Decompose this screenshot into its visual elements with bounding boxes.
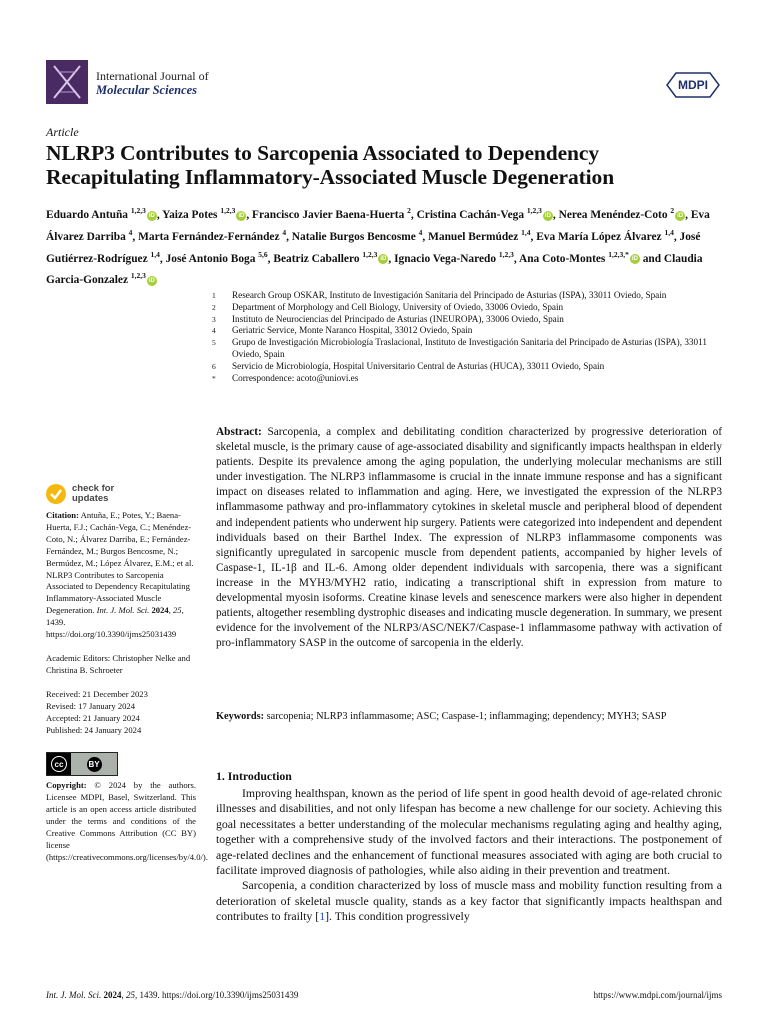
author-affiliation-marker: 1,4 <box>521 227 531 237</box>
section-heading-introduction: 1. Introduction <box>216 769 292 783</box>
orcid-icon[interactable]: iD <box>238 212 245 219</box>
introduction-body <box>216 786 722 925</box>
citation: Citation: Antuña, E.; Potes, Y.; Baena-Huerta, F.J.; Cachán-Vega, C.; Menéndez-Coto, N.; Álvarez Darriba, E.; Fernández-Fernández, M.; Burgos Bencosme, N.; Bermúdez, M.; López Álvarez, E.M.; et al. NLRP3 Contributes to Sarcopenia Associated to Dependency Recapitulating Inflammatory-Associated Muscle Degeneration. Int. J. Mol. Sci. 2024, 25, 1439. https://doi.org/10.3390/ijms25031439 <box>46 510 194 640</box>
footer-journal: Int. J. Mol. Sci. <box>46 990 102 1000</box>
orcid-icon[interactable]: iD <box>544 212 551 219</box>
author-affiliation-marker: 1,4 <box>664 227 674 237</box>
affiliation-item <box>212 337 727 361</box>
article-title: NLRP3 Contributes to Sarcopenia Associated to Dependency Recapitulating Inflammatory-Associated Muscle Degeneration <box>46 141 615 189</box>
affiliation-number: * <box>212 373 216 383</box>
citation-year: 2024 <box>151 605 169 616</box>
affiliation-number: 2 <box>212 302 216 312</box>
journal-name <box>96 69 209 97</box>
affiliation-text: Instituto de Neurociencias del Principado de Asturias (INEUROPA), 33006 Oviedo, Spain <box>232 313 564 324</box>
intro-paragraph-2 <box>216 878 722 924</box>
author-affiliation-marker: 2 <box>670 206 675 215</box>
affiliation-number: 3 <box>212 314 216 324</box>
affiliation-number: 1 <box>212 291 216 300</box>
check-updates-icon <box>46 484 66 504</box>
author-affiliation-marker: 2 <box>407 206 411 215</box>
intro-p2-text-end: ]. This condition progressively <box>325 909 470 924</box>
copyright-label: Copyright: <box>46 780 87 791</box>
orcid-icon[interactable]: iD <box>148 278 155 285</box>
date-received: Received: 21 December 2023 <box>46 688 148 699</box>
citation-doi[interactable]: , 1439. https://doi.org/10.3390/ijms25031439 <box>46 605 184 640</box>
check-updates-line2: updates <box>72 493 109 504</box>
article-type: Article <box>46 125 79 139</box>
cc-by-license-badge[interactable] <box>46 752 118 776</box>
orcid-icon[interactable]: iD <box>148 212 155 219</box>
affiliation-text: Research Group OSKAR, Instituto de Investigación Sanitaria del Principado de Asturias (ISPA), 33011 Oviedo, Spain <box>232 290 667 300</box>
reference-link[interactable]: 1 <box>319 909 326 924</box>
affiliation-item <box>212 373 727 385</box>
affiliation-item <box>212 361 727 373</box>
affiliation-number: 6 <box>212 361 216 371</box>
author-affiliation-marker: 5,6 <box>258 249 268 259</box>
affiliation-text: Servicio de Microbiología, Hospital Universitario Central de Asturias (HUCA), 33011 Oviedo, Spain <box>232 360 605 371</box>
affiliation-item <box>212 325 727 337</box>
affiliations <box>212 290 727 384</box>
author-affiliation-marker: 1,4 <box>150 249 160 259</box>
affiliation-item <box>212 302 727 314</box>
sidebar <box>46 483 208 864</box>
citation-text: Antuña, E.; Potes, Y.; Baena-Huerta, F.J.; Cachán-Vega, C.; Menéndez-Coto, N.; Álvarez Darriba, E.; Fernández-Fernández, M.; Burgos Bencosme, N.; Bermúdez, M.; López Álvarez, E.M.; et al. NLRP3 Contributes to Sarcopenia Associated to Dependency Recapitulating Inflammatory-Associated Muscle Degeneration. <box>46 510 194 616</box>
mdpi-logo-text: MDPI <box>678 78 708 92</box>
date-published: Published: 24 January 2024 <box>46 724 142 735</box>
orcid-icon[interactable]: iD <box>631 256 638 263</box>
author-affiliation-marker: 4 <box>418 227 423 237</box>
author-affiliation-marker: 4 <box>282 227 287 237</box>
author-affiliation-marker: 1,2,3 <box>526 206 542 215</box>
author-affiliation-marker: 1,2,3 <box>498 249 514 259</box>
affiliation-item <box>212 314 727 326</box>
check-updates-line1: check for <box>72 483 115 494</box>
intro-paragraph-1: Improving healthspan, known as the period of life spent in good health devoid of age-related chronic illnesses and disabilities, and not only lifespan has become a new challenge for our society. Achieving this goal necessitates a better understanding of the molecular mechanisms regulating aging and healthy aging, together with a comprehensive study of the involved factors and their interactions. The postponement of age-related declines and the enhancement of functional measures associated with aging are both crucial to facilitate improved diagnosis of pathologies, while also aiding in their prevention and treatment. <box>216 786 722 878</box>
affiliation-number: 4 <box>212 326 216 336</box>
keywords-text: sarcopenia; NLRP3 inflammasome; ASC; Caspase-1; inflammaging; dependency; MYH3; SASP <box>266 711 667 722</box>
affiliation-item <box>212 290 727 302</box>
journal-logo-icon <box>46 60 88 104</box>
cc-icon: cc <box>51 756 67 772</box>
affiliation-text: Correspondence: acoto@uniovi.es <box>232 372 359 383</box>
footer-citation: Int. J. Mol. Sci. 2024, 25, 1439. https://doi.org/10.3390/ijms25031439 <box>46 990 299 1000</box>
footer-doi[interactable]: , 1439. https://doi.org/10.3390/ijms25031439 <box>135 990 299 1000</box>
author-affiliation-marker: 1,2,3 <box>130 271 146 281</box>
footer-year: 2024 <box>103 990 122 1000</box>
academic-editors: Academic Editors: Christopher Nelke and Christina B. Schroeter <box>46 652 191 675</box>
affiliation-text: Department of Morphology and Cell Biology, University of Oviedo, 33006 Oviedo, Spain <box>232 301 564 312</box>
keywords-label: Keywords: <box>216 711 265 722</box>
journal-name-line1: International Journal of <box>96 69 209 83</box>
author-list: Eduardo Antuña $^{1,2,3}$iD , Yaiza Potes $^{1,2,3}$iD , Francisco Javier Baena-Huerta $^2$, Cristina Cachán-Vega $^{1,2,3}$iD , Nerea Menéndez-Coto $^2$iD , Eva Álvarez Darriba $^4$, Marta Fernández-Fernández $^4$, Natalie Burgos Bencosme $^4$, Manuel Bermúdez $^{1,4}$, Eva María López Álvarez $^{1,4}$, José Gutiérrez-Rodríguez $^{1,4}$, José Antonio Boga $^{5,6}$, Beatriz Caballero $^{1,2,3}$iD , Ignacio Vega-Naredo $^{1,2,3}$, Ana Coto-Montes $^{1,2,3,*}$iD and Claudia Garcia-Gonzalez $^{1,2,3}$iD <box>46 206 710 287</box>
orcid-icon[interactable]: iD <box>380 256 387 263</box>
by-icon: BY <box>87 757 102 772</box>
footer-volume: 25 <box>126 990 135 1000</box>
copyright <box>46 780 208 863</box>
citation-volume: 25 <box>172 605 182 616</box>
citation-journal: Int. J. Mol. Sci. <box>96 605 150 616</box>
date-accepted: Accepted: 21 January 2024 <box>46 712 140 723</box>
journal-name-line2: Molecular Sciences <box>96 83 198 97</box>
keywords <box>216 710 722 724</box>
abstract-text: Sarcopenia, a complex and debilitating condition characterized by progressive deterioration of skeletal muscle, is the primary cause of age-associated disability and significantly impacts healthspan in elderly patients. Despite its prevalence among the aging population, the underlying molecular mechanisms are still under investigation. The NLRP3 inflammasome is crucial in the innate immune response and has a significant impact on diseases related to inflammation and aging. Here, we investigated the expression of the NLRP3 inflammasome pathway and pro-inflammatory cytokines in skeletal muscle and peripheral blood of dependent and independent patients who underwent hip surgery. Patients were categorized into independent and dependent individuals based on their Barthel Index. The expression of NLRP3 inflammasome components was significantly upregulated in sarcopenic muscle from dependent patients, accompanied by higher levels of Caspase-1, IL-1β and IL-6. Among older dependent individuals with sarcopenia, there was a significant increase in the MYH3/MYH2 ratio, indicating a transcriptional shift in expression from mature to developmental myosin isoforms. Creatine kinase levels and senescence markers were also higher in dependent patients, altogether resembling dystrophic diseases and indicating muscle degeneration. In summary, we present evidence for the involvement of the NLRP3/ASC/NEK7/Caspase-1 inflammasome pathway with activation of pro-inflammatory SASP in the outcome of sarcopenia in the elderly. <box>216 426 723 650</box>
copyright-text: © 2024 by the authors. Licensee MDPI, Basel, Switzerland. This article is an open access article distributed under the terms and conditions of the Creative Commons Attribution (CC BY) license (https://creativecommons.org/licenses/by/4.0/). <box>46 780 208 862</box>
affiliation-text: Geriatric Service, Monte Naranco Hospital, 33012 Oviedo, Spain <box>232 325 473 336</box>
affiliation-number: 5 <box>212 338 216 348</box>
date-revised: Revised: 17 January 2024 <box>46 700 136 711</box>
author-affiliation-marker: 1,2,3,* <box>608 249 629 259</box>
author-affiliation-marker: 1,2,3 <box>362 249 378 259</box>
orcid-icon[interactable]: iD <box>677 212 684 219</box>
check-for-updates-badge[interactable] <box>46 484 196 504</box>
abstract-label: Abstract: <box>216 426 262 438</box>
footer-journal-url[interactable]: https://www.mdpi.com/journal/ijms <box>593 990 722 1000</box>
intro-p2-text: Sarcopenia, a condition characterized by loss of muscle mass and mobility function resulting from a deterioration of skeletal muscle quality, stands as a key factor that significantly impacts healthspan and contributes to frailty [ <box>216 878 722 924</box>
abstract <box>216 425 722 651</box>
author-affiliation-marker: 1,2,3 <box>220 206 236 215</box>
mdpi-logo[interactable] <box>666 72 720 98</box>
citation-label: Citation: <box>46 510 79 520</box>
author-affiliation-marker: 1,2,3 <box>130 206 146 215</box>
author-affiliation-marker: 4 <box>128 227 133 237</box>
affiliation-text: Grupo de Investigación Microbiología Traslacional, Instituto de Investigación Sanitaria del Principado de Asturias (ISPA), 33011 Oviedo, Spain <box>232 337 707 359</box>
